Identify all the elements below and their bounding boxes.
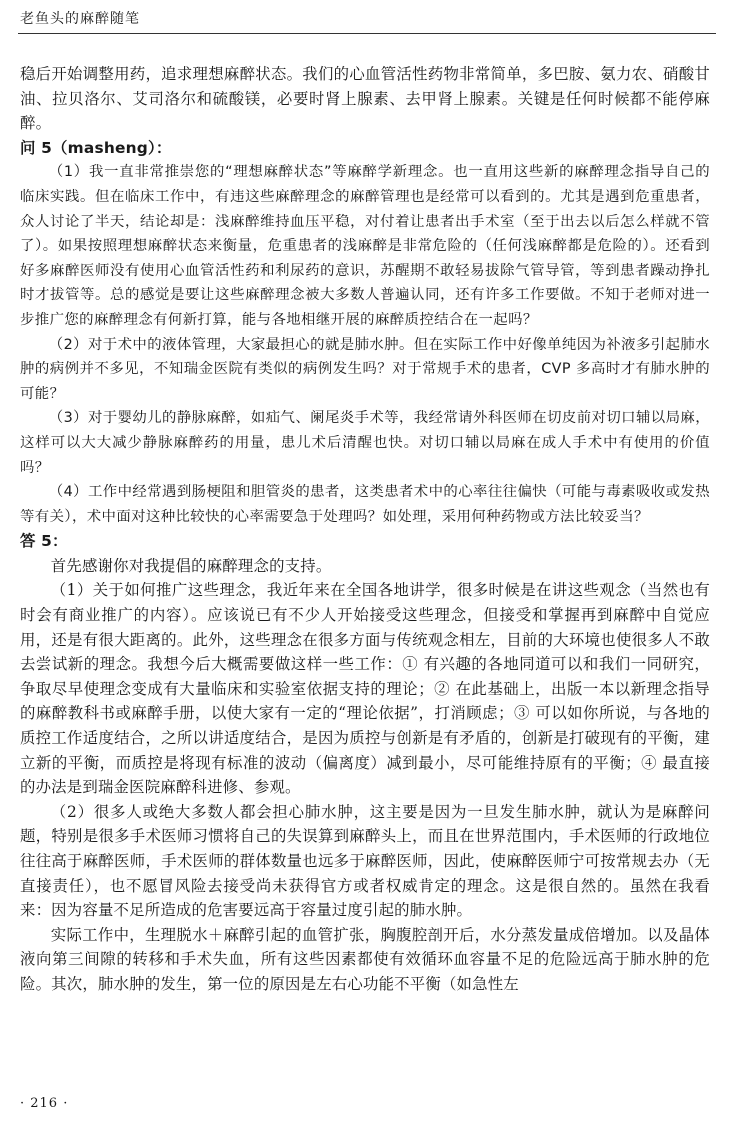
- page-number: · 216 ·: [20, 1096, 69, 1111]
- question-paragraph-2: （2）对于术中的液体管理，大家最担心的就是肺水肿。但在实际工作中好像单纯因为补液多引起肺水肿的病例并不多见，不知瑞金医院有类似的病例发生吗？对于常规手术的患者，CVP 多高时才有肺水肿的可能？: [20, 336, 710, 402]
- answer-label: 答 5：: [20, 532, 68, 551]
- question-paragraph-4: （4）工作中经常遇到肠梗阻和胆管炎的患者，这类患者术中的心率往往偏快（可能与毒素吸收或发热等有关），术中面对这种比较快的心率需要急于处理吗？如处理，采用何种药物或方法比较妥当？: [20, 484, 710, 525]
- question-paragraph-3: （3）对于婴幼儿的静脉麻醉，如疝气、阑尾炎手术等，我经常请外科医师在切皮前对切口辅以局麻，这样可以大大减少静脉麻醉药的用量，患儿术后清醒也快。对切口辅以局麻在成人手术中有使用的价值吗？: [20, 410, 710, 476]
- answer-paragraph-2: （1）关于如何推广这些理念，我近年来在全国各地讲学，很多时候是在讲这些观念（当然也有时会有商业推广的内容）。应该说已有不少人开始接受这些理念，但接受和掌握再到麻醉中自觉应用，还是有很大距离的。此外，这些理念在很多方面与传统观念相左，目前的大环境也使很多人不敢去尝试新的理念。我想今后大概需要做这样一些工作：① 有兴趣的各地同道可以和我们一同研究，争取尽早使理念变成有大量临床和实验室依据支持的理论；② 在此基础上，出版一本以新理念指导的麻醉教科书或麻醉手册，以使大家有一定的“理论依据”，打消顾虑；③ 可以如你所说，与各地的质控工作适度结合，之所以讲适度结合，是因为质控与创新是有矛盾的，创新是打破现有的平衡，建立新的平衡，而质控是将现有标准的波动（偏离度）减到最小，尽可能维持原有的平衡；④ 最直接的办法是到瑞金医院麻醉科进修、参观。: [20, 581, 710, 797]
- answer-paragraph-3: （2）很多人或绝大多数人都会担心肺水肿，这主要是因为一旦发生肺水肿，就认为是麻醉问题，特别是很多手术医师习惯将自己的失误算到麻醉头上，而且在世界范围内，手术医师的行政地位往往高于麻醉医师，手术医师的群体数量也远多于麻醉医师，因此，使麻醉医师宁可按常规去办（无直接责任），也不愿冒风险去接受尚未获得官方或者权威肯定的理念。这是很自然的。虽然在我看来：因为容量不足所造成的危害要远高于容量过度引起的肺水肿。: [20, 802, 710, 920]
- header-rule: [18, 33, 716, 34]
- question-paragraph-1: （1）我一直非常推崇您的“理想麻醉状态”等麻醉学新理念。也一直用这些新的麻醉理念指导自己的临床实践。但在临床工作中，有违这些麻醉理念的麻醉管理也是经常可以看到的。尤其是遇到危重患者，众人讨论了半天，结论却是：浅麻醉维持血压平稳，对付着让患者出手术室（至于出去以后怎么样就不管了）。如果按照理想麻醉状态来衡量，危重患者的浅麻醉是非常危险的（任何浅麻醉都是危险的）。还看到好多麻醉医师没有使用心血管活性药和利尿药的意识，苏醒期不敢轻易拔除气管导管，等到患者躁动挣扎时才拔管等。总的感觉是要让这些麻醉理念被大多数人普遍认同，还有许多工作要做。不知于老师对进一步推广您的麻醉理念有何新打算，能与各地相继开展的麻醉质控结合在一起吗？: [20, 164, 710, 328]
- answer-paragraph-1: 首先感谢你对我提倡的麻醉理念的支持。: [50, 556, 332, 575]
- intro-paragraph: 稳后开始调整用药，追求理想麻醉状态。我们的心血管活性药物非常简单，多巴胺、氨力农、硝酸甘油、拉贝洛尔、艾司洛尔和硫酸镁，必要时肾上腺素、去甲肾上腺素。关键是任何时候都不能停麻醉。: [20, 65, 710, 133]
- answer-paragraph-4: 实际工作中，生理脱水＋麻醉引起的血管扩张，胸腹腔剖开后，水分蒸发量成倍增加。以及晶体液向第三间隙的转移和手术失血，所有这些因素都使有效循环血容量不足的危险远高于肺水肿的危险。其次，肺水肿的发生，第一位的原因是左右心功能不平衡（如急性左: [20, 925, 710, 993]
- question-label: 问 5（masheng）：: [20, 138, 172, 157]
- page-body: [20, 62, 710, 997]
- running-header: 老鱼头的麻醉随笔: [20, 11, 140, 27]
